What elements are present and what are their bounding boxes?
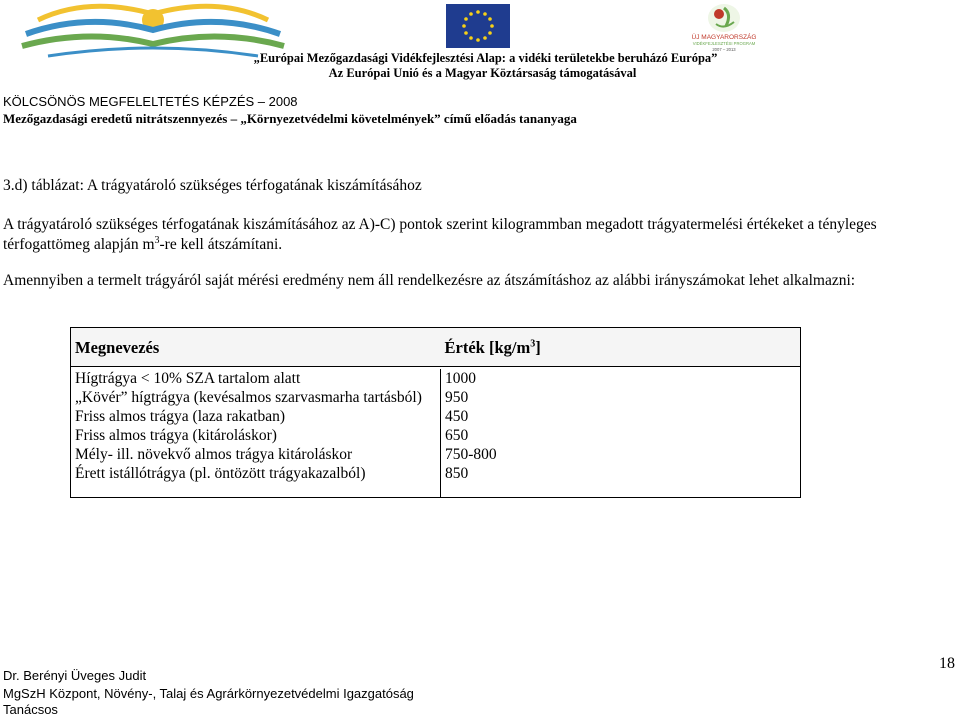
density-table [70, 327, 801, 498]
funding-line: „Európai Mezőgazdasági Vidékfejlesztési Alap: a vidéki területekbe beruházó Európa” [253, 51, 718, 65]
table-row [71, 445, 801, 464]
table-header-row [71, 328, 801, 367]
svg-text:2007 – 2013: 2007 – 2013 [712, 47, 736, 52]
eu-flag-icon [446, 4, 510, 48]
svg-text:VIDÉKFEJLESZTÉSI PROGRAM: VIDÉKFEJLESZTÉSI PROGRAM [692, 41, 756, 46]
column-header-value: Érték $[kg/m^3]$ [441, 328, 801, 367]
row-name: Mély- ill. növekvő almos trágya kitároláskor [71, 445, 441, 464]
footer-author: Dr. Berényi Üveges Judit [3, 668, 147, 683]
row-name: Hígtrágya < 10% SZA tartalom alatt [71, 369, 441, 388]
row-value: 650 [441, 426, 801, 445]
program-logo [18, 0, 288, 58]
footer-role: Tanácsos [3, 702, 58, 717]
table-row [71, 369, 801, 388]
course-subtitle: Mezőgazdasági eredetű nitrátszennyezés – „Környezetvédelmi követelmények” című előadás tananyaga [3, 111, 577, 126]
column-header-name: Megnevezés [71, 328, 441, 367]
new-hungary-logo [686, 2, 762, 52]
table-row [71, 464, 801, 498]
table-row [71, 388, 801, 407]
intro-paragraph: A trágyatároló szükséges térfogatának kiszámításához az A)-C) pontok szerint kilogrammban megadott trágyatermelési értékeket a tényleges térfogattömeg alapján $m^3-re$ kell átszámítani. [3, 216, 877, 253]
note-paragraph: Amennyiben a termelt trágyáról saját mérési eredmény nem áll rendelkezésre az átszámításhoz az alábbi irányszámokat lehet alkalmazni: [3, 272, 856, 289]
row-value: 450 [441, 407, 801, 426]
table-row [71, 426, 801, 445]
support-line: Az Európai Unió és a Magyar Köztársaság támogatásával [328, 66, 637, 80]
section-title: 3.d) táblázat: A trágyatároló szükséges térfogatának kiszámításához [3, 177, 422, 194]
course-title: KÖLCSÖNÖS MEGFELELTETÉS KÉPZÉS – 2008 [3, 94, 298, 109]
footer-organization: MgSzH Központ, Növény-, Talaj és Agrárkörnyezetvédelmi Igazgatóság [3, 686, 414, 701]
table-row [71, 407, 801, 426]
page-number: 18 [939, 655, 955, 672]
row-name: Friss almos trágya (kitároláskor) [71, 426, 441, 445]
row-name: „Kövér” hígtrágya (kevésalmos szarvasmarha tartásból) [71, 388, 441, 407]
row-name: Érett istállótrágya (pl. öntözött trágyakazalból) [71, 464, 441, 498]
row-value: 850 [441, 464, 801, 498]
row-value: 750-800 [441, 445, 801, 464]
row-value: 1000 [441, 369, 801, 388]
svg-text:ÚJ MAGYARORSZÁG: ÚJ MAGYARORSZÁG [691, 34, 757, 41]
row-value: 950 [441, 388, 801, 407]
row-name: Friss almos trágya (laza rakatban) [71, 407, 441, 426]
